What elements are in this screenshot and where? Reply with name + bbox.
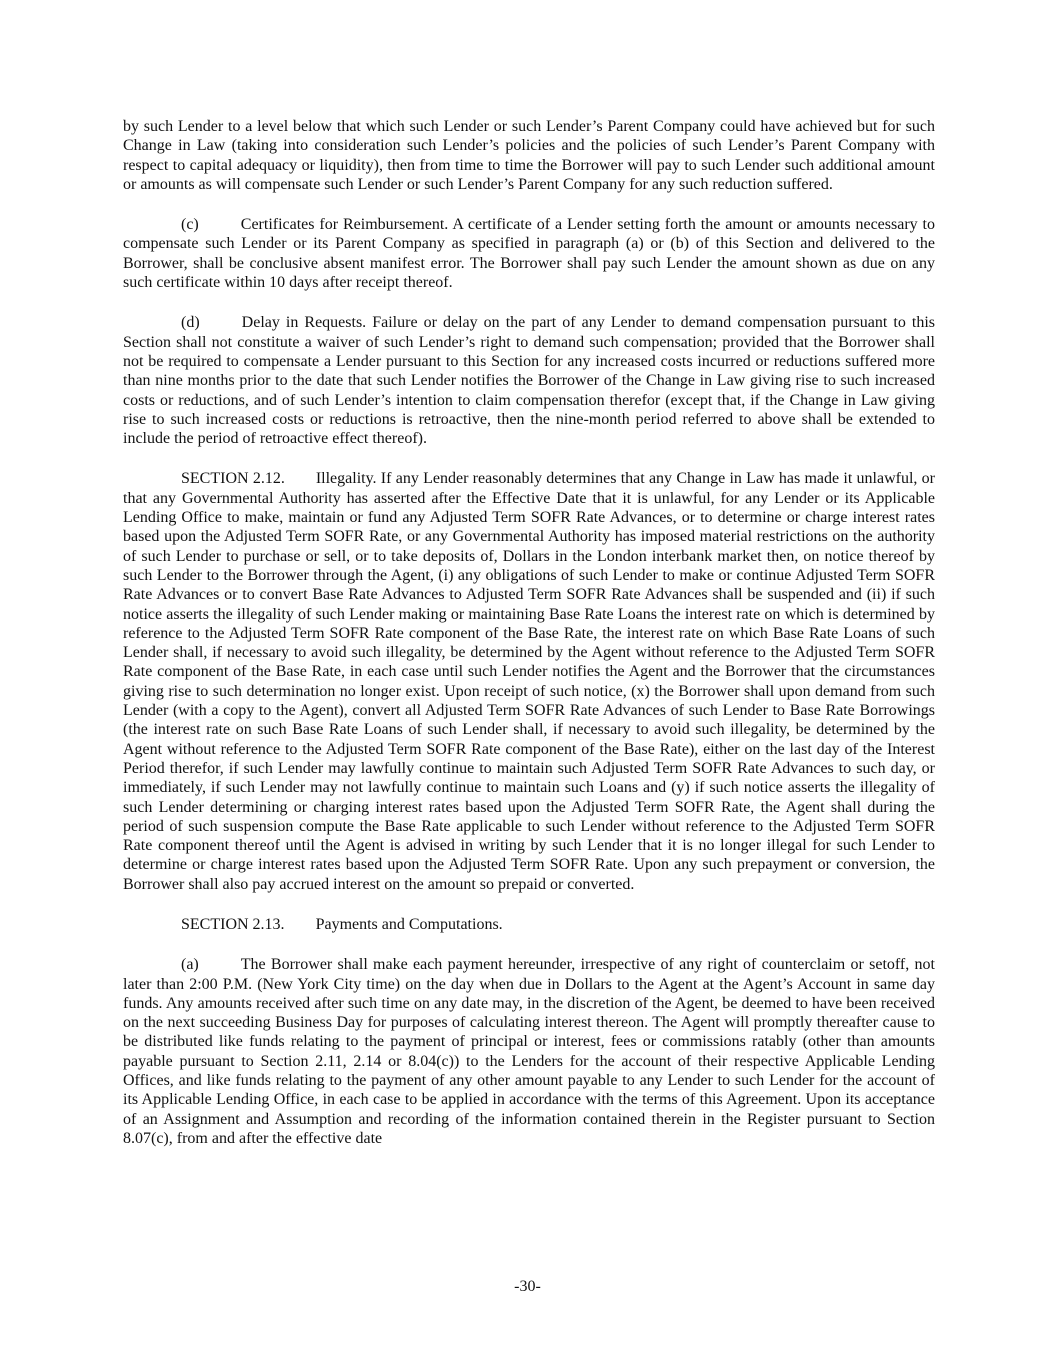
paragraph-d-delay-in-requests: [123, 313, 935, 448]
section-2-12-illegality: [123, 469, 935, 894]
paragraph-body: The Borrower shall make each payment hereunder, irrespective of any right of counterclaim or setoff, not later than 2:00 P.M. (New York City time) on the day when due in Dollars to the Agent at the Agent’s Account in same day funds. Any amounts received after such time on any date may, in the discretion of the Agent, be deemed to have been received on the next succeeding Business Day for purposes of calculating interest thereon. The Agent will promptly thereafter cause to be distributed like funds relating to the payment of principal or interest, fees or commissions ratably (other than amounts payable pursuant to Section 2.11, 2.14 or 8.04(c)) to the Lenders for the account of their respective Applicable Lending Offices, and like funds relating to the payment of any other amount payable to any Lender to such Lender for the account of its Applicable Lending Office, in each case to be applied in accordance with the terms of this Agreement. Upon its acceptance of an Assignment and Assumption and recording of the information contained therein in the Register pursuant to Section 8.07(c), from and after the effective date: [123, 956, 935, 1147]
paragraph-body: Failure or delay on the part of any Lender to demand compensation pursuant to this Section shall not constitute a waiver of such Lender’s right to demand such compensation; provided that the Borrower shall not be required to compensate a Lender pursuant to this Section for any increased costs incurred or reductions suffered more than nine months prior to the date that such Lender notifies the Borrower of the Change in Law giving rise to such increased costs or reductions, and of such Lender’s intention to claim compensation therefor (except that, if the Change in Law giving rise to such increased costs or reductions is retroactive, then the nine-month period referred to above shall be extended to include the period of retroactive effect thereof).: [123, 314, 936, 448]
paragraph-a-borrower-payments: [123, 955, 935, 1148]
paragraph-continuation: [123, 117, 935, 194]
section-label: SECTION 2.12.: [181, 470, 285, 488]
paragraph-c-certificates-for-reimbursement: [123, 215, 935, 292]
paragraph-label: (a): [181, 956, 199, 974]
section-2-13-payments-and-computations: [123, 915, 935, 934]
document-body: [123, 117, 935, 1148]
section-label: SECTION 2.13.: [181, 915, 285, 933]
paragraph-heading: Delay in Requests.: [241, 314, 367, 332]
paragraph-body: by such Lender to a level below that which such Lender or such Lender’s Parent Company could have achieved but for such Change in Law (taking into consideration such Lender’s policies and the policies of such Lender’s Parent Company with respect to capital adequacy or liquidity), then from time to time the Borrower will pay to such Lender such additional amount or amounts as will compensate such Lender or such Lender’s Parent Company for any such reduction suffered.: [123, 118, 935, 193]
paragraph-label: (c): [181, 216, 199, 234]
section-heading: Payments and Computations.: [315, 915, 503, 933]
paragraph-heading: Certificates for Reimbursement.: [240, 216, 449, 234]
paragraph-body: If any Lender reasonably determines that any Change in Law has made it unlawful, or that any Governmental Authority has asserted after the Effective Date that it is unlawful, for any Lender or its Applicable Lending Office to make, maintain or fund any Adjusted Term SOFR Rate Advances, or to determine or charge interest rates based upon the Adjusted Term SOFR Rate, or any Governmental Authority has imposed material restrictions on the authority of such Lender to purchase or sell, or to take deposits of, Dollars in the London interbank market then, on notice thereof by such Lender to the Borrower through the Agent, (i) any obligations of such Lender to make or continue Adjusted Term SOFR Rate Advances or to convert Base Rate Advances to Adjusted Term SOFR Rate Advances shall be suspended and (ii) if such notice asserts the illegality of such Lender making or maintaining Base Rate Loans the interest rate on which is determined by reference to the Adjusted Term SOFR Rate component of the Base Rate, the interest rate on which Base Rate Loans of such Lender shall, if necessary to avoid such illegality, be determined by the Agent without reference to the Adjusted Term SOFR Rate component of the Base Rate, in each case until such Lender notifies the Agent and the Borrower that the circumstances giving rise to such determination no longer exist. Upon receipt of such notice, (x) the Borrower shall upon demand from such Lender (with a copy to the Agent), convert all Adjusted Term SOFR Rate Advances of such Lender to Base Rate Borrowings (the interest rate on such Base Rate Loans of such Lender shall, if necessary to avoid such illegality, be determined by the Agent without reference to the Adjusted Term SOFR Rate component of the Base Rate), either on the last day of the Interest Period therefor, if such Lender may lawfully continue to maintain such Adjusted Term SOFR Rate Advances to such day, or immediately, if such Lender may not lawfully continue to maintain such Loans and (y) if such notice asserts the illegality of such Lender determining or charging interest rates based upon the Adjusted Term SOFR Rate, the Agent shall during the period of such suspension compute the Base Rate applicable to such Lender without reference to the Adjusted Term SOFR Rate component thereof until the Agent is advised in writing by such Lender that it is no longer illegal for such Lender to determine or charge interest rates based upon the Adjusted Term SOFR Rate. Upon any such prepayment or conversion, the Borrower shall also pay accrued interest on the amount so prepaid or converted.: [123, 470, 935, 893]
paragraph-body: A certificate of a Lender setting forth the amount or amounts necessary to compensate such Lender or its Parent Company as specified in paragraph (a) or (b) of this Section and delivered to the Borrower, shall be conclusive absent manifest error. The Borrower shall pay such Lender the amount shown as due on any such certificate within 10 days after receipt thereof.: [123, 216, 936, 292]
paragraph-label: (d): [181, 314, 200, 332]
section-heading: Illegality.: [315, 470, 377, 488]
page-number: -30-: [514, 1278, 541, 1295]
